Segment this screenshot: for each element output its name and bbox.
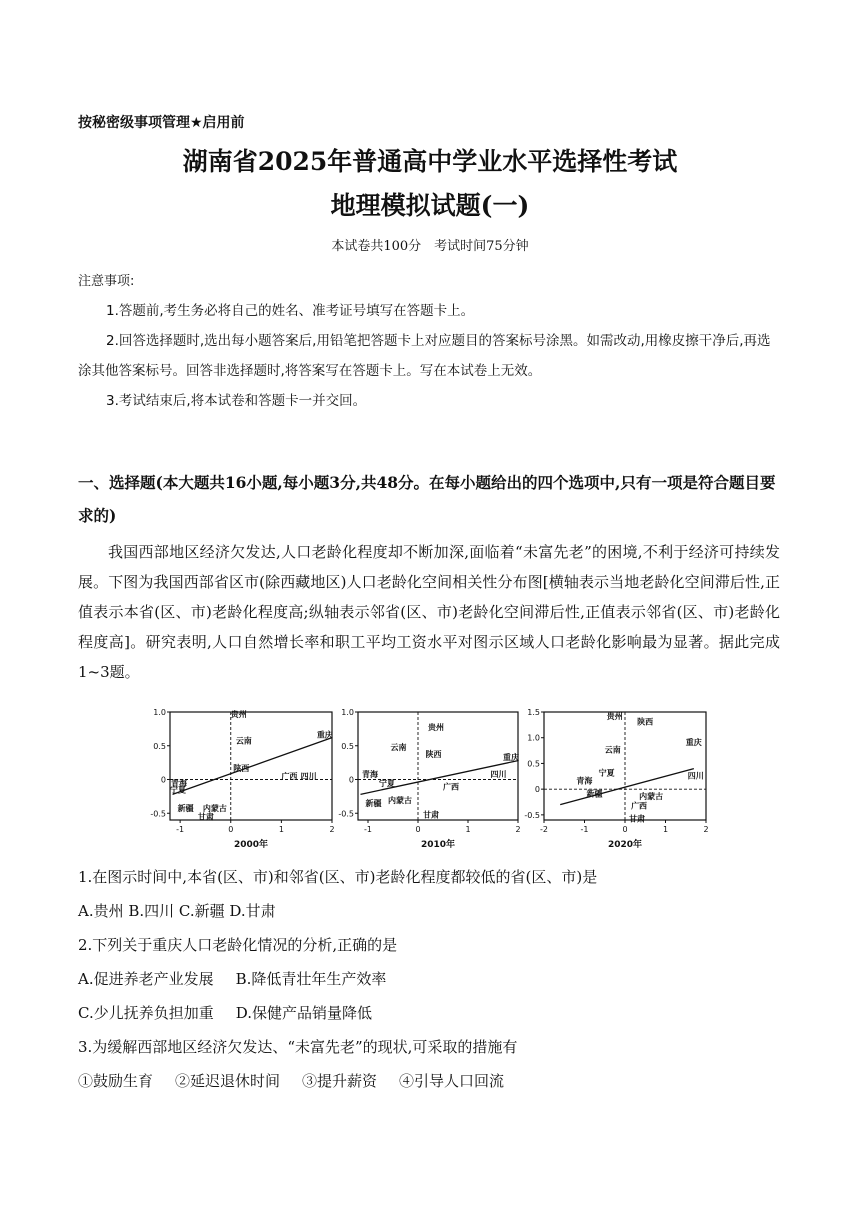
x-tick-label: 0 [622,825,628,834]
province-label: 内蒙古 [388,795,412,805]
question-2-options-row-1 [78,962,780,996]
province-label: 甘肃 [629,814,646,824]
x-tick-label: 0 [415,825,421,834]
notice-list [78,296,778,416]
province-label: 广西 [443,782,459,792]
y-tick-label: 1.0 [341,708,354,717]
province-label: 新疆 [365,799,382,809]
province-label: 甘肃 [423,810,439,820]
province-label: 宁夏 [170,785,186,795]
y-tick-label: -0.5 [524,810,540,820]
chart-2020 [524,708,708,850]
question-2-options-row-2 [78,996,780,1030]
province-label: 贵州 [428,722,444,732]
question-2-option-d: D.保健产品销量降低 [235,1004,372,1022]
y-tick-label: 1.0 [153,708,166,717]
y-tick-label: 1.5 [527,708,540,717]
secret-label: 按秘密级事项管理★启用前 [78,115,245,131]
notice-heading: 注意事项: [78,274,135,289]
province-label: 新疆 [586,789,603,799]
question-2-option-b: B.降低青壮年生产效率 [235,970,387,988]
measure-4: ④引导人口回流 [399,1072,505,1090]
province-label: 重庆 [316,730,333,740]
question-2-option-c: C.少儿抚养负担加重 [78,1004,214,1022]
province-label: 重庆 [685,737,702,747]
chart-year-title: 2010年 [420,840,456,850]
province-label: 四川 [300,772,317,782]
province-label: 贵州 [230,710,247,720]
chart-2010 [338,708,520,850]
province-label: 广西 [631,801,648,811]
questions [78,860,780,1098]
chart-year-title: 2000年 [233,840,269,850]
y-tick-label: -0.5 [338,809,354,819]
x-tick-label: -1 [580,825,589,834]
exam-meta: 本试卷共100分 考试时间75分钟 [331,239,529,254]
x-tick-label: 0 [228,825,234,834]
province-label: 重庆 [503,753,519,763]
question-2-option-a: A.促进养老产业发展 [78,970,214,988]
notice-item-2: 2.回答选择题时,选出每小题答案后,用铅笔把答题卡上对应题目的答案标号涂黑。如需改动,用橡皮擦干净后,再选涂其他答案标号。回答非选择题时,将答案写在答题卡上。写在本试卷上无效。 [78,333,771,379]
question-3-measures [78,1064,780,1098]
x-tick-label: 1 [465,825,471,834]
province-label: 宁夏 [379,778,395,788]
question-1-options: A.贵州 B.四川 C.新疆 D.甘肃 [78,902,276,920]
trend-line [173,738,332,795]
x-tick-label: -2 [540,825,548,834]
province-label: 宁夏 [598,768,615,778]
province-label: 青海 [362,770,378,780]
province-label: 青海 [171,778,188,788]
y-tick-label: 0 [534,785,540,795]
measure-2: ②延迟退休时间 [175,1072,281,1090]
trend-line [560,769,694,805]
question-2-stem: 2.下列关于重庆人口老龄化情况的分析,正确的是 [78,936,398,954]
province-label: 广西 [281,772,298,782]
y-tick-label: 0 [348,775,354,785]
measure-1: ①鼓励生育 [78,1072,154,1090]
province-label: 陕西 [233,764,250,774]
province-label: 新疆 [177,803,194,813]
province-label: 四川 [687,771,704,781]
province-label: 陕西 [425,749,442,759]
x-tick-label: -1 [176,825,185,834]
question-intro: 我国西部地区经济欠发达,人口老龄化程度却不断加深,面临着“未富先老”的困境,不利于经济可持续发展。下图为我国西部省区市(除西藏地区)人口老龄化空间相关性分布图[横轴表示当地老龄化空间滞后性,正值表示本省(区、市)老龄化程度高;纵轴表示邻省(区、市)老龄化空间滞后性,正值表示邻省(区、市)老龄化程度高]。研究表明,人口自然增长率和职工平均工资水平对图示区域人口老龄化影响最为显著。据此完成1~3题。 [78,543,780,681]
x-tick-label: 1 [278,825,284,834]
question-1-stem: 1.在图示时间中,本省(区、市)和邻省(区、市)老龄化程度都较低的省(区、市)是 [78,868,598,886]
province-label: 青海 [576,776,593,786]
province-label: 贵州 [606,712,623,722]
y-tick-label: 1.0 [527,733,540,743]
x-tick-label: -1 [364,825,372,834]
measure-3: ③提升薪资 [302,1072,378,1090]
x-tick-label: 2 [515,825,521,834]
chart-2000 [150,708,334,850]
y-tick-label: 0 [160,775,166,785]
exam-subtitle: 地理模拟试题(一) [330,191,530,220]
province-label: 四川 [490,770,507,780]
chart-year-title: 2020年 [607,840,643,850]
province-label: 内蒙古 [202,803,227,813]
x-tick-label: 2 [329,825,335,834]
province-label: 云南 [235,736,252,746]
y-tick-label: -0.5 [150,809,166,819]
province-label: 陕西 [637,717,654,727]
aging-correlation-charts [140,706,720,856]
x-tick-label: 2 [703,825,709,834]
province-label: 云南 [390,743,407,753]
y-tick-label: 0.5 [341,741,354,751]
y-tick-label: 0.5 [153,741,166,751]
province-label: 甘肃 [197,812,214,822]
notice-item-1: 1.答题前,考生务必将自己的姓名、准考证号填写在答题卡上。 [106,303,475,319]
province-label: 内蒙古 [639,791,664,801]
x-tick-label: 1 [662,825,669,834]
province-label: 云南 [604,745,621,755]
question-3-stem: 3.为缓解西部地区经济欠发达、“未富先老”的现状,可采取的措施有 [78,1038,518,1056]
notice-item-3: 3.考试结束后,将本试卷和答题卡一并交回。 [106,393,367,409]
section-heading: 一、选择题(本大题共16小题,每小题3分,共48分。在每小题给出的四个选项中,只有一项是符合题目要求的) [78,473,776,525]
exam-title: 湖南省2025年普通高中学业水平选择性考试 [182,147,678,176]
y-tick-label: 0.5 [527,759,540,769]
